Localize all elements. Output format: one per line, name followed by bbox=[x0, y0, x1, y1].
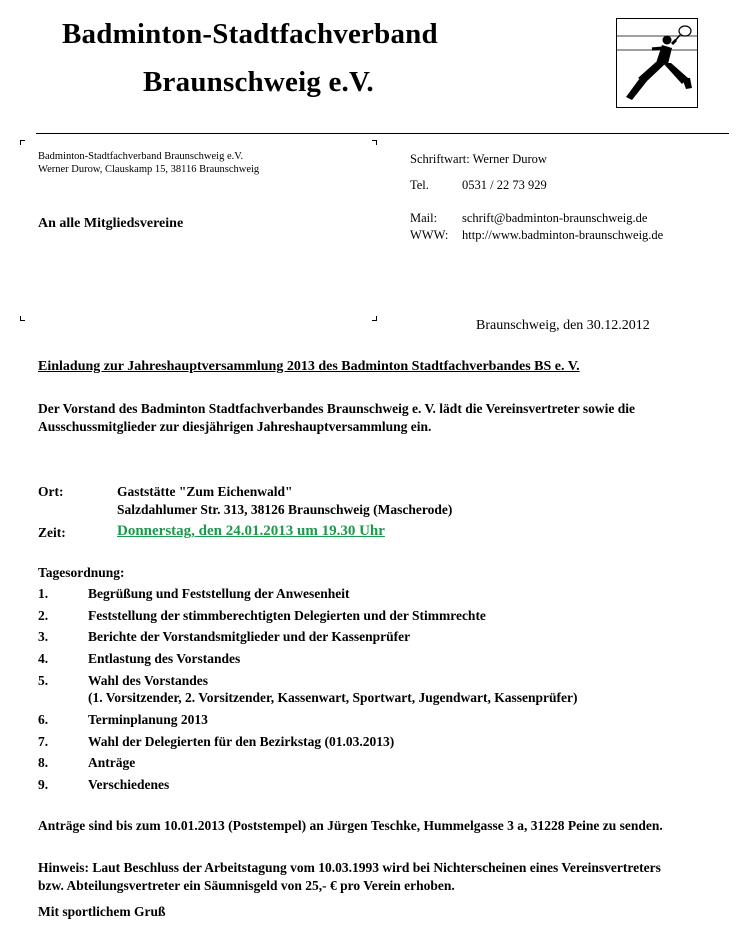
agenda-item-subtext: (1. Vorsitzender, 2. Vorsitzender, Kassenwart, Sportwart, Jugendwart, Kassenprüfer) bbox=[88, 690, 578, 705]
agenda-item-text: Verschiedenes bbox=[88, 777, 170, 792]
agenda-item-number: 7. bbox=[38, 734, 49, 749]
agenda-item-number: 1. bbox=[38, 586, 49, 601]
www-label: WWW: bbox=[410, 228, 449, 242]
agenda-title: Tagesordnung: bbox=[38, 565, 125, 580]
mail-label: Mail: bbox=[410, 211, 438, 225]
badminton-player-logo-icon bbox=[616, 18, 698, 108]
sender-line-1: Badminton-Stadtfachverband Braunschweig e.V. bbox=[38, 151, 244, 162]
agenda-item-text: Feststellung der stimmberechtigten Delegierten und der Stimmrechte bbox=[88, 608, 486, 623]
letterhead-line1: Badminton-Stadtfachverband bbox=[62, 18, 438, 50]
meeting-time-link[interactable]: Donnerstag, den 24.01.2013 um 19.30 Uhr bbox=[117, 523, 385, 539]
venue-label: Ort: bbox=[38, 484, 64, 499]
address-window-corner bbox=[372, 140, 377, 145]
agenda-item-number: 4. bbox=[38, 651, 49, 666]
sender-line-2: Werner Durow, Clauskamp 15, 38116 Braunschweig bbox=[38, 164, 260, 175]
agenda-item-text: Entlastung des Vorstandes bbox=[88, 651, 241, 666]
header-rule bbox=[36, 133, 729, 134]
closing-line: Mit sportlichem Gruß bbox=[38, 904, 166, 919]
subject-heading: Einladung zur Jahreshauptversammlung 2013 des Badminton Stadtfachverbandes BS e. V. bbox=[38, 359, 580, 374]
tel-value: 0531 / 22 73 929 bbox=[462, 178, 547, 192]
agenda-item-text: Terminplanung 2013 bbox=[88, 712, 208, 727]
agenda-item-number: 2. bbox=[38, 608, 49, 623]
mail-link[interactable]: schrift@badminton-braunschweig.de bbox=[462, 211, 648, 225]
hint-note: Hinweis: Laut Beschluss der Arbeitstagung vom 10.03.1993 wird bei Nichterscheinen eines Vereinsvertreters bzw. Abteilungsvertreter ein Säumnisgeld von 25,- € pro Verein erhoben. bbox=[38, 860, 661, 893]
recipient: An alle Mitgliedsvereine bbox=[38, 216, 184, 231]
agenda-item-number: 5. bbox=[38, 673, 49, 688]
venue-line-1: Gaststätte "Zum Eichenwald" bbox=[117, 484, 293, 499]
address-window-corner bbox=[372, 316, 377, 321]
agenda-item-text: Wahl des Vorstandes bbox=[88, 673, 209, 688]
time-label: Zeit: bbox=[38, 525, 66, 540]
address-window-corner bbox=[20, 140, 25, 145]
contact-title: Schriftwart: Werner Durow bbox=[410, 152, 547, 166]
agenda-item-text: Begrüßung und Feststellung der Anwesenheit bbox=[88, 586, 350, 601]
tel-label: Tel. bbox=[410, 178, 429, 192]
intro-paragraph: Der Vorstand des Badminton Stadtfachverbandes Braunschweig e. V. lädt die Vereinsvertreter sowie die Ausschussmitglieder zur diesjährigen Jahreshauptversammlung ein. bbox=[38, 401, 636, 434]
venue-line-2: Salzdahlumer Str. 313, 38126 Braunschweig (Mascherode) bbox=[117, 502, 453, 517]
agenda-item-number: 3. bbox=[38, 629, 49, 644]
date-line: Braunschweig, den 30.12.2012 bbox=[476, 318, 650, 333]
agenda-item-number: 9. bbox=[38, 777, 49, 792]
agenda-item-text: Anträge bbox=[88, 755, 136, 770]
agenda-item-number: 8. bbox=[38, 755, 49, 770]
applications-note: Anträge sind bis zum 10.01.2013 (Poststempel) an Jürgen Teschke, Hummelgasse 3 a, 31228 Peine zu senden. bbox=[38, 818, 663, 833]
agenda-item-text: Berichte der Vorstandsmitglieder und der Kassenprüfer bbox=[88, 629, 411, 644]
www-link[interactable]: http://www.badminton-braunschweig.de bbox=[462, 228, 664, 242]
agenda-item-number: 6. bbox=[38, 712, 49, 727]
letterhead-line2: Braunschweig e.V. bbox=[143, 66, 374, 98]
address-window-corner bbox=[20, 316, 25, 321]
agenda-item-text: Wahl der Delegierten für den Bezirkstag (01.03.2013) bbox=[88, 734, 395, 749]
